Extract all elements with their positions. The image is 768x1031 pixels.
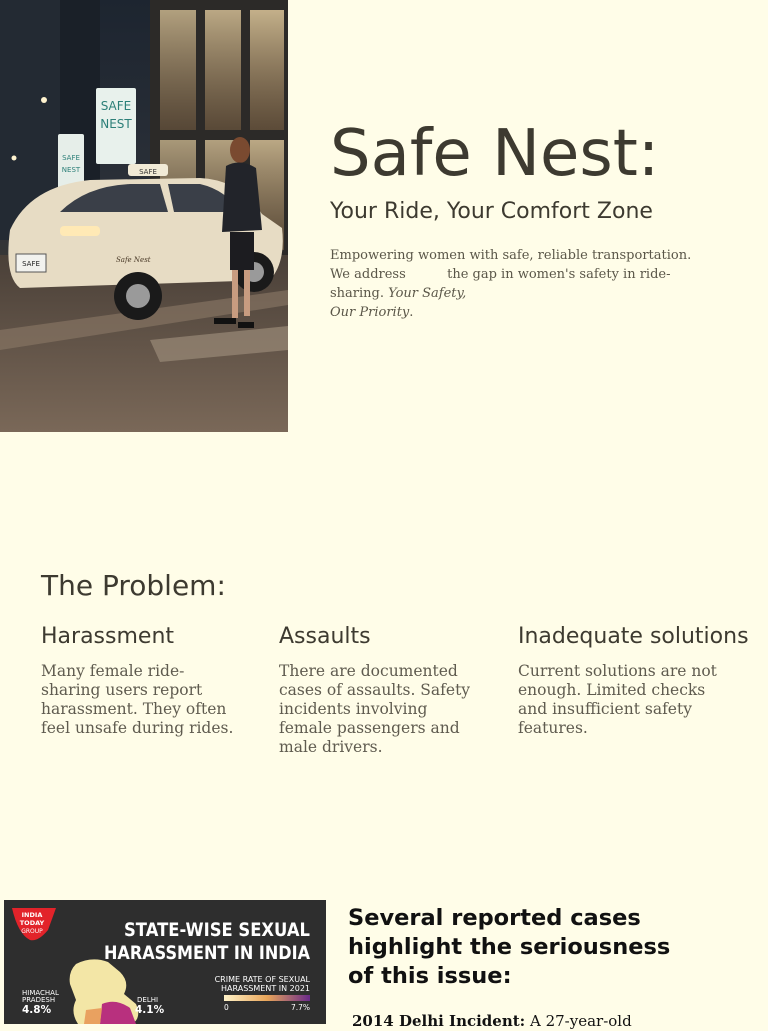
map-region (84, 1008, 102, 1024)
infographic-title: HARASSMENT IN INDIA (104, 942, 311, 964)
sign-text-safe: SAFE (100, 99, 132, 113)
state-label: PRADESH (22, 996, 56, 1004)
small-sign-text-nest: NEST (61, 166, 81, 174)
state-value: 4.8% (22, 1004, 52, 1016)
case-item-title: 2014 Delhi Incident: (352, 1012, 526, 1030)
hero-photo (0, 0, 288, 432)
legend-scale-bar (224, 995, 310, 1001)
problem-card-text (279, 662, 504, 757)
problem-card-title: Assaults (279, 624, 371, 649)
problem-card-line: enough. Limited checks (518, 681, 706, 699)
cases-heading-line: Several reported cases (348, 905, 641, 931)
problem-card-line: harassment. They often (41, 700, 227, 718)
taxi-night-illustration (0, 0, 288, 432)
problem-heading: The Problem: (41, 569, 226, 602)
problem-card-line: male drivers. (279, 738, 383, 756)
problem-card-line: feel unsafe during rides. (41, 719, 234, 737)
legend-label: CRIME RATE OF SEXUAL (214, 975, 310, 984)
infographic-title: STATE-WISE SEXUAL (124, 919, 310, 941)
hero-subtitle: Your Ride, Your Comfort Zone (330, 199, 653, 224)
problem-card-text (518, 662, 768, 738)
problem-card-line: cases of assaults. Safety (279, 681, 471, 699)
cases-heading-line: highlight the seriousness (348, 934, 671, 960)
hero-desc-italic: Our Priority (330, 305, 410, 320)
legend-label: HARASSMENT IN 2021 (221, 984, 310, 993)
legend-max: 7.7% (290, 1003, 310, 1012)
problem-card-line: Current solutions are not (518, 662, 717, 680)
problem-card-harassment (41, 623, 266, 738)
plate-text: SAFE (22, 260, 40, 268)
hero-title: Safe Nest: (330, 117, 660, 191)
problem-card-title: Inadequate solutions (518, 624, 749, 649)
logo-text: TODAY (19, 919, 45, 927)
legend-min: 0 (224, 1003, 229, 1012)
problem-card-line: incidents involving (279, 700, 428, 718)
cases-heading (348, 904, 748, 991)
cases-heading-line: of this issue: (348, 963, 512, 989)
harassment-infographic (4, 900, 326, 1024)
logo-text: INDIA (21, 911, 43, 919)
state-label: DELHI (137, 996, 159, 1004)
problem-card-text (41, 662, 266, 738)
small-sign-text-safe: SAFE (62, 154, 80, 162)
hero-description (330, 246, 710, 322)
hero-desc-line: Empowering women with safe, reliable transportation. (330, 248, 692, 263)
hero-desc-text: . (409, 305, 414, 320)
india-map-infographic (4, 900, 326, 1024)
problem-card-line: features. (518, 719, 588, 737)
sign-text-nest: NEST (100, 117, 132, 131)
hero-desc-line (330, 303, 710, 322)
case-item-text: A 27-year-old (525, 1012, 632, 1030)
problem-card-line: Many female ride- (41, 662, 185, 680)
car-door-text: Safe Nest (116, 256, 151, 264)
hero-desc-text: sharing. (330, 286, 389, 301)
problem-card-line: female passengers and (279, 719, 460, 737)
problem-card-line: There are documented (279, 662, 458, 680)
problem-card-line: and insufficient safety (518, 700, 692, 718)
case-item-2014-delhi (352, 1012, 632, 1031)
hero-desc-line: We address the gap in women's safety in ride- (330, 267, 671, 282)
state-value: 4.1% (135, 1004, 165, 1016)
hero-desc-italic: Your Safety, (388, 286, 467, 301)
problem-card-assaults (279, 623, 504, 757)
state-label: HIMACHAL (22, 989, 59, 997)
problem-card-line: sharing users report (41, 681, 203, 699)
hero-desc-line (330, 284, 710, 303)
roof-sign-text: SAFE (139, 168, 157, 176)
problem-card-inadequate-solutions (518, 623, 768, 738)
logo-text: GROUP (21, 928, 43, 935)
problem-card-title: Harassment (41, 624, 175, 649)
